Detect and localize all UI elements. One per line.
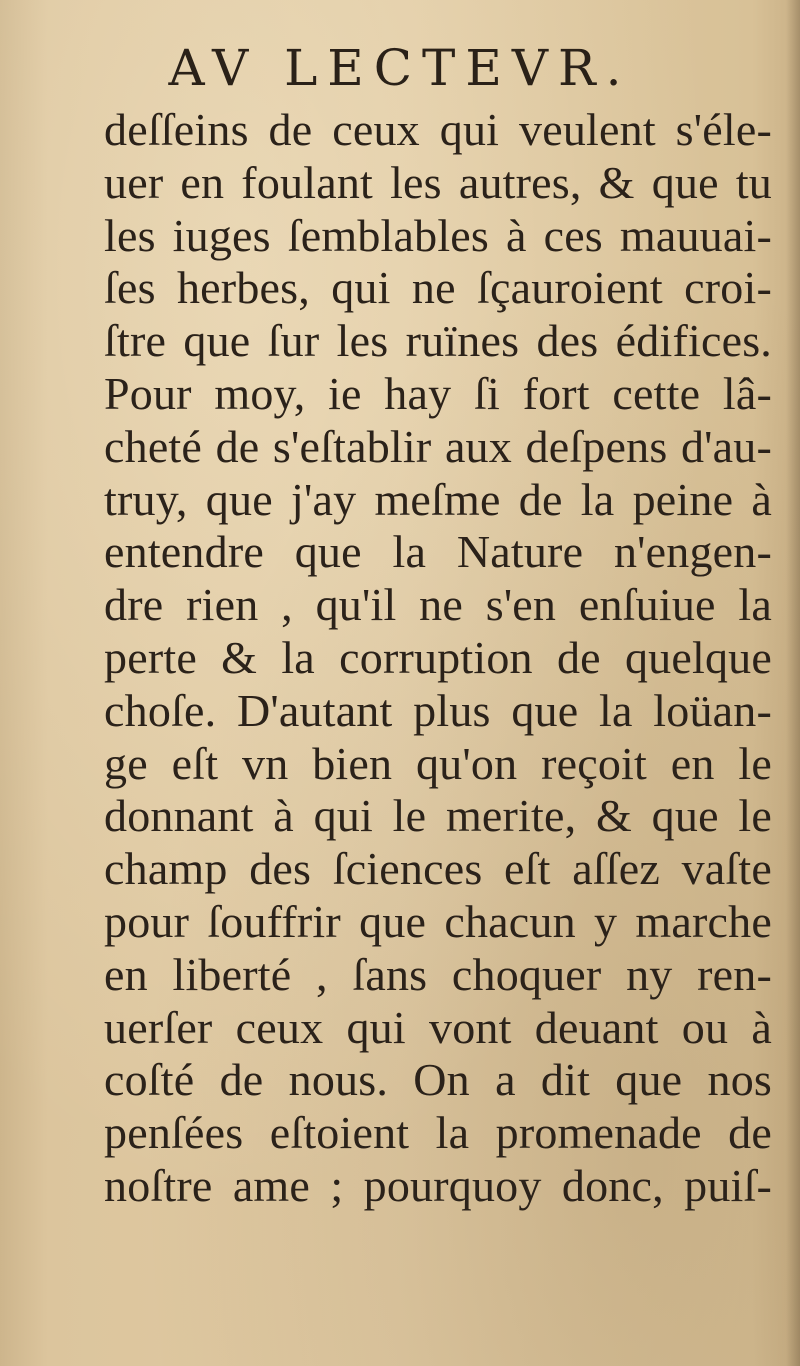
text-line: Pour moy, ie hay ſi fort cette lâ- [104,367,772,419]
body-text [104,104,772,1213]
text-line: perte & la corruption de quelque [104,631,772,683]
text-line: cheté de s'eſtablir aux deſpens d'au- [104,420,772,472]
text-line: deſſeins de ceux qui veulent s'éle- [104,104,772,155]
text-line: coſté de nous. On a dit que nos [104,1054,772,1106]
text-line: noſtre ame ; pourquoy donc, puiſ- [104,1159,772,1211]
text-line: choſe. D'autant plus que la loüan- [104,684,772,736]
text-line: ge eſt vn bien qu'on reçoit en le [104,737,772,789]
text-line: pour ſouffrir que chacun y marche [104,895,772,947]
text-line: uerſer ceux qui vont deuant ou à [104,1001,772,1053]
text-line: ſtre que ſur les ruïnes des édifices. [104,315,772,367]
text-line: donnant à qui le merite, & que le [104,790,772,842]
text-line: champ des ſciences eſt aſſez vaſte [104,843,772,895]
running-head: AV LECTEVR. [168,39,632,97]
text-line: les iuges ſemblables à ces mauuai- [104,209,772,261]
text-line: dre rien , qu'il ne s'en enſuiue la [104,579,772,631]
text-line: uer en foulant les autres, & que tu [104,156,772,208]
text-line: en liberté , ſans choquer ny ren- [104,948,772,1000]
text-line: penſées eſtoient la promenade de [104,1107,772,1159]
text-line: entendre que la Nature n'engen- [104,526,772,578]
text-line: truy, que j'ay meſme de la peine à [104,473,772,525]
text-line: ſes herbes, qui ne ſçauroient croi- [104,262,772,314]
